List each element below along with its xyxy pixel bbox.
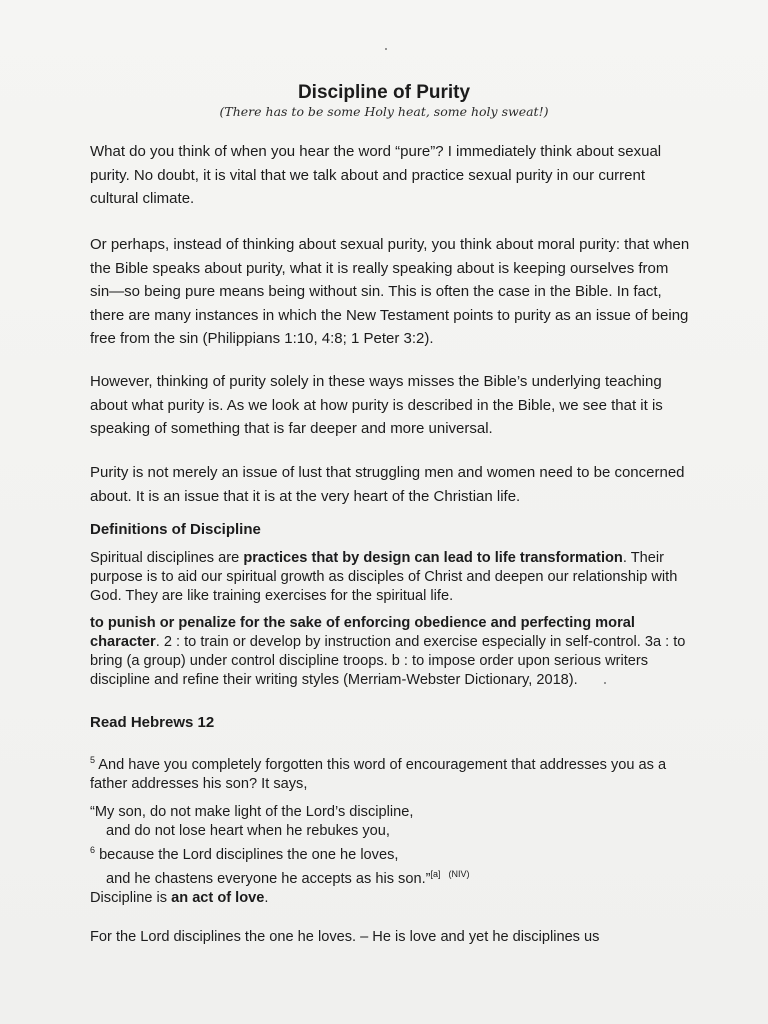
quote-line-verse-6 — [90, 841, 690, 865]
verse-number: 5 — [90, 755, 96, 765]
document-subtitle: (There has to be some Holy heat, some holy sweat!) — [219, 104, 549, 119]
paragraph-2: Or perhaps, instead of thinking about sexual purity, you think about moral purity: that when the Bible speaks about purity, what it is really speaking about is keeping ourselves from sin—so being pure means being without sin. This is often the case in the Bible. In fact, there are many instances in which the New Testament points to purity as an issue of being free from the sin (Philippians 1:10, 4:8; 1 Peter 3:2). — [90, 236, 690, 347]
quote-text: because the Lord disciplines the one he loves, — [95, 846, 399, 863]
love-statement — [90, 889, 690, 908]
quote-line: “My son, do not make light of the Lord’s discipline, — [90, 804, 414, 820]
last-line: For the Lord disciplines the one he loves. – He is love and yet he disciplines us — [90, 929, 600, 945]
definitions-heading: Definitions of Discipline — [90, 521, 261, 538]
definition-lead: Spiritual disciplines are — [90, 550, 244, 566]
definition-spiritual-disciplines — [90, 549, 690, 606]
read-hebrews-heading: Read Hebrews 12 — [90, 714, 215, 731]
paragraph-1: What do you think of when you hear the word “pure”? I immediately think about sexual purity. No doubt, it is vital that we talk about and practice sexual purity in our current cultural climate. — [90, 143, 662, 207]
definition-rest: . Their purpose is to aid our spiritual growth as disciples of Christ and deepen our relationship with God. They are like training exercises for the spiritual life. — [90, 550, 678, 604]
love-bold: an act of love — [171, 890, 265, 906]
verse-number: 6 — [90, 845, 96, 855]
footnote-link[interactable]: [a] — [430, 868, 441, 879]
love-end: . — [264, 890, 269, 906]
document-title: Discipline of Purity — [297, 82, 471, 103]
paragraph-4: Purity is not merely an issue of lust that struggling men and women need to be concerned about. It is an issue that it is at the very heart of the Christian life. — [90, 464, 685, 505]
verse-5 — [90, 751, 690, 794]
scripture-quote — [90, 803, 690, 889]
version-label: (NIV) — [448, 868, 470, 879]
definition-bold: practices that by design can lead to life transformation — [243, 550, 623, 566]
definition-dictionary — [90, 614, 690, 690]
quote-line — [90, 865, 690, 889]
definition-rest: . 2 : to train or develop by instruction and exercise especially in self-control. 3a : to bring (a group) under control discipline troops. b : to impose order upon serious writers discipline and refine their writing styles (Merriam-Webster Dictionary, 2018). — [90, 634, 686, 688]
scan-speck — [385, 48, 387, 50]
love-lead: Discipline is — [90, 890, 172, 906]
quote-text: and he chastens everyone he accepts as his son.” — [106, 870, 431, 887]
paragraph-3: However, thinking of purity solely in these ways misses the Bible’s underlying teaching about what purity is. As we look at how purity is described in the Bible, we see that it is speaking of something that is far deeper and more universal. — [90, 373, 663, 437]
verse-text: And have you completely forgotten this word of encouragement that addresses you as a father addresses his son? It says, — [90, 756, 667, 792]
definition-bold: to punish or penalize for the sake of enforcing obedience and perfecting moral character — [90, 615, 635, 650]
quote-line: and do not lose heart when he rebukes you, — [106, 823, 390, 839]
